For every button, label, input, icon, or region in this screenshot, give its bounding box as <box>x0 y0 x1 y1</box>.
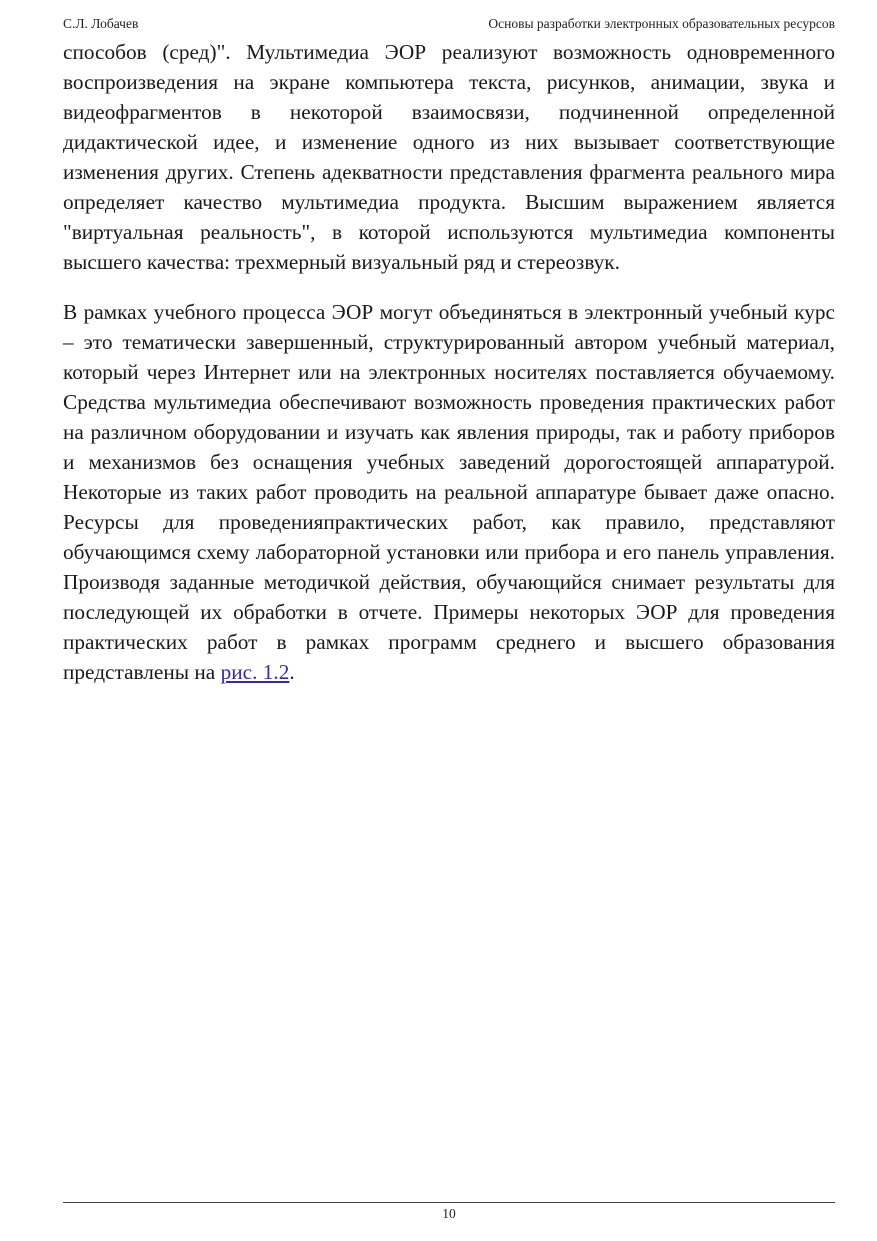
paragraph-e-course <box>63 297 835 687</box>
footer-divider <box>63 1202 835 1203</box>
page-header <box>63 16 835 34</box>
page-body <box>63 37 835 687</box>
figure-link[interactable]: рис. 1.2 <box>220 660 290 684</box>
header-book-title: Основы разработки электронных образовательных ресурсов <box>488 16 835 31</box>
paragraph-e-course-text: В рамках учебного процесса ЭОР могут объединяться в электронный учебный курс – это тематически завершенный, структурированный автором учебный материал, который через Интернет или на электронных носителях поставляется обучаемому. Средства мультимедиа обеспечивают возможность проведения практических работ на различном оборудовании и изучать как явления природы, так и работу приборов и механизмов без оснащения учебных заведений дорогостоящей аппаратурой. Некоторые из таких работ проводить на реальной аппаратуре бывает даже опасно. Ресурсы для проведенияпрактических работ, как правило, представляют обучающимся схему лабораторной установки или прибора и его панель управления. Производя заданные методичкой действия, обучающийся снимает результаты для последующей их обработки в отчете. Примеры некоторых ЭОР для проведения практических работ в рамках программ среднего и высшего образования представлены на <box>63 300 835 684</box>
header-author: С.Л. Лобачев <box>63 16 139 31</box>
paragraph-multimedia: способов (сред)". Мультимедиа ЭОР реализуют возможность одновременного воспроизведения на экране компьютера текста, рисунков, анимации, звука и видеофрагментов в некоторой взаимосвязи, подчиненной определенной дидактической идее, и изменение одного из них вызывает соответствующие изменения других. Степень адекватности представления фрагмента реального мира определяет качество мультимедиа продукта. Высшим выражением является "виртуальная реальность", в которой используются мультимедиа компоненты высшего качества: трехмерный визуальный ряд и стереозвук. <box>63 40 835 274</box>
paragraph-end-punctuation: . <box>289 660 295 684</box>
page-number: 10 <box>442 1206 456 1221</box>
